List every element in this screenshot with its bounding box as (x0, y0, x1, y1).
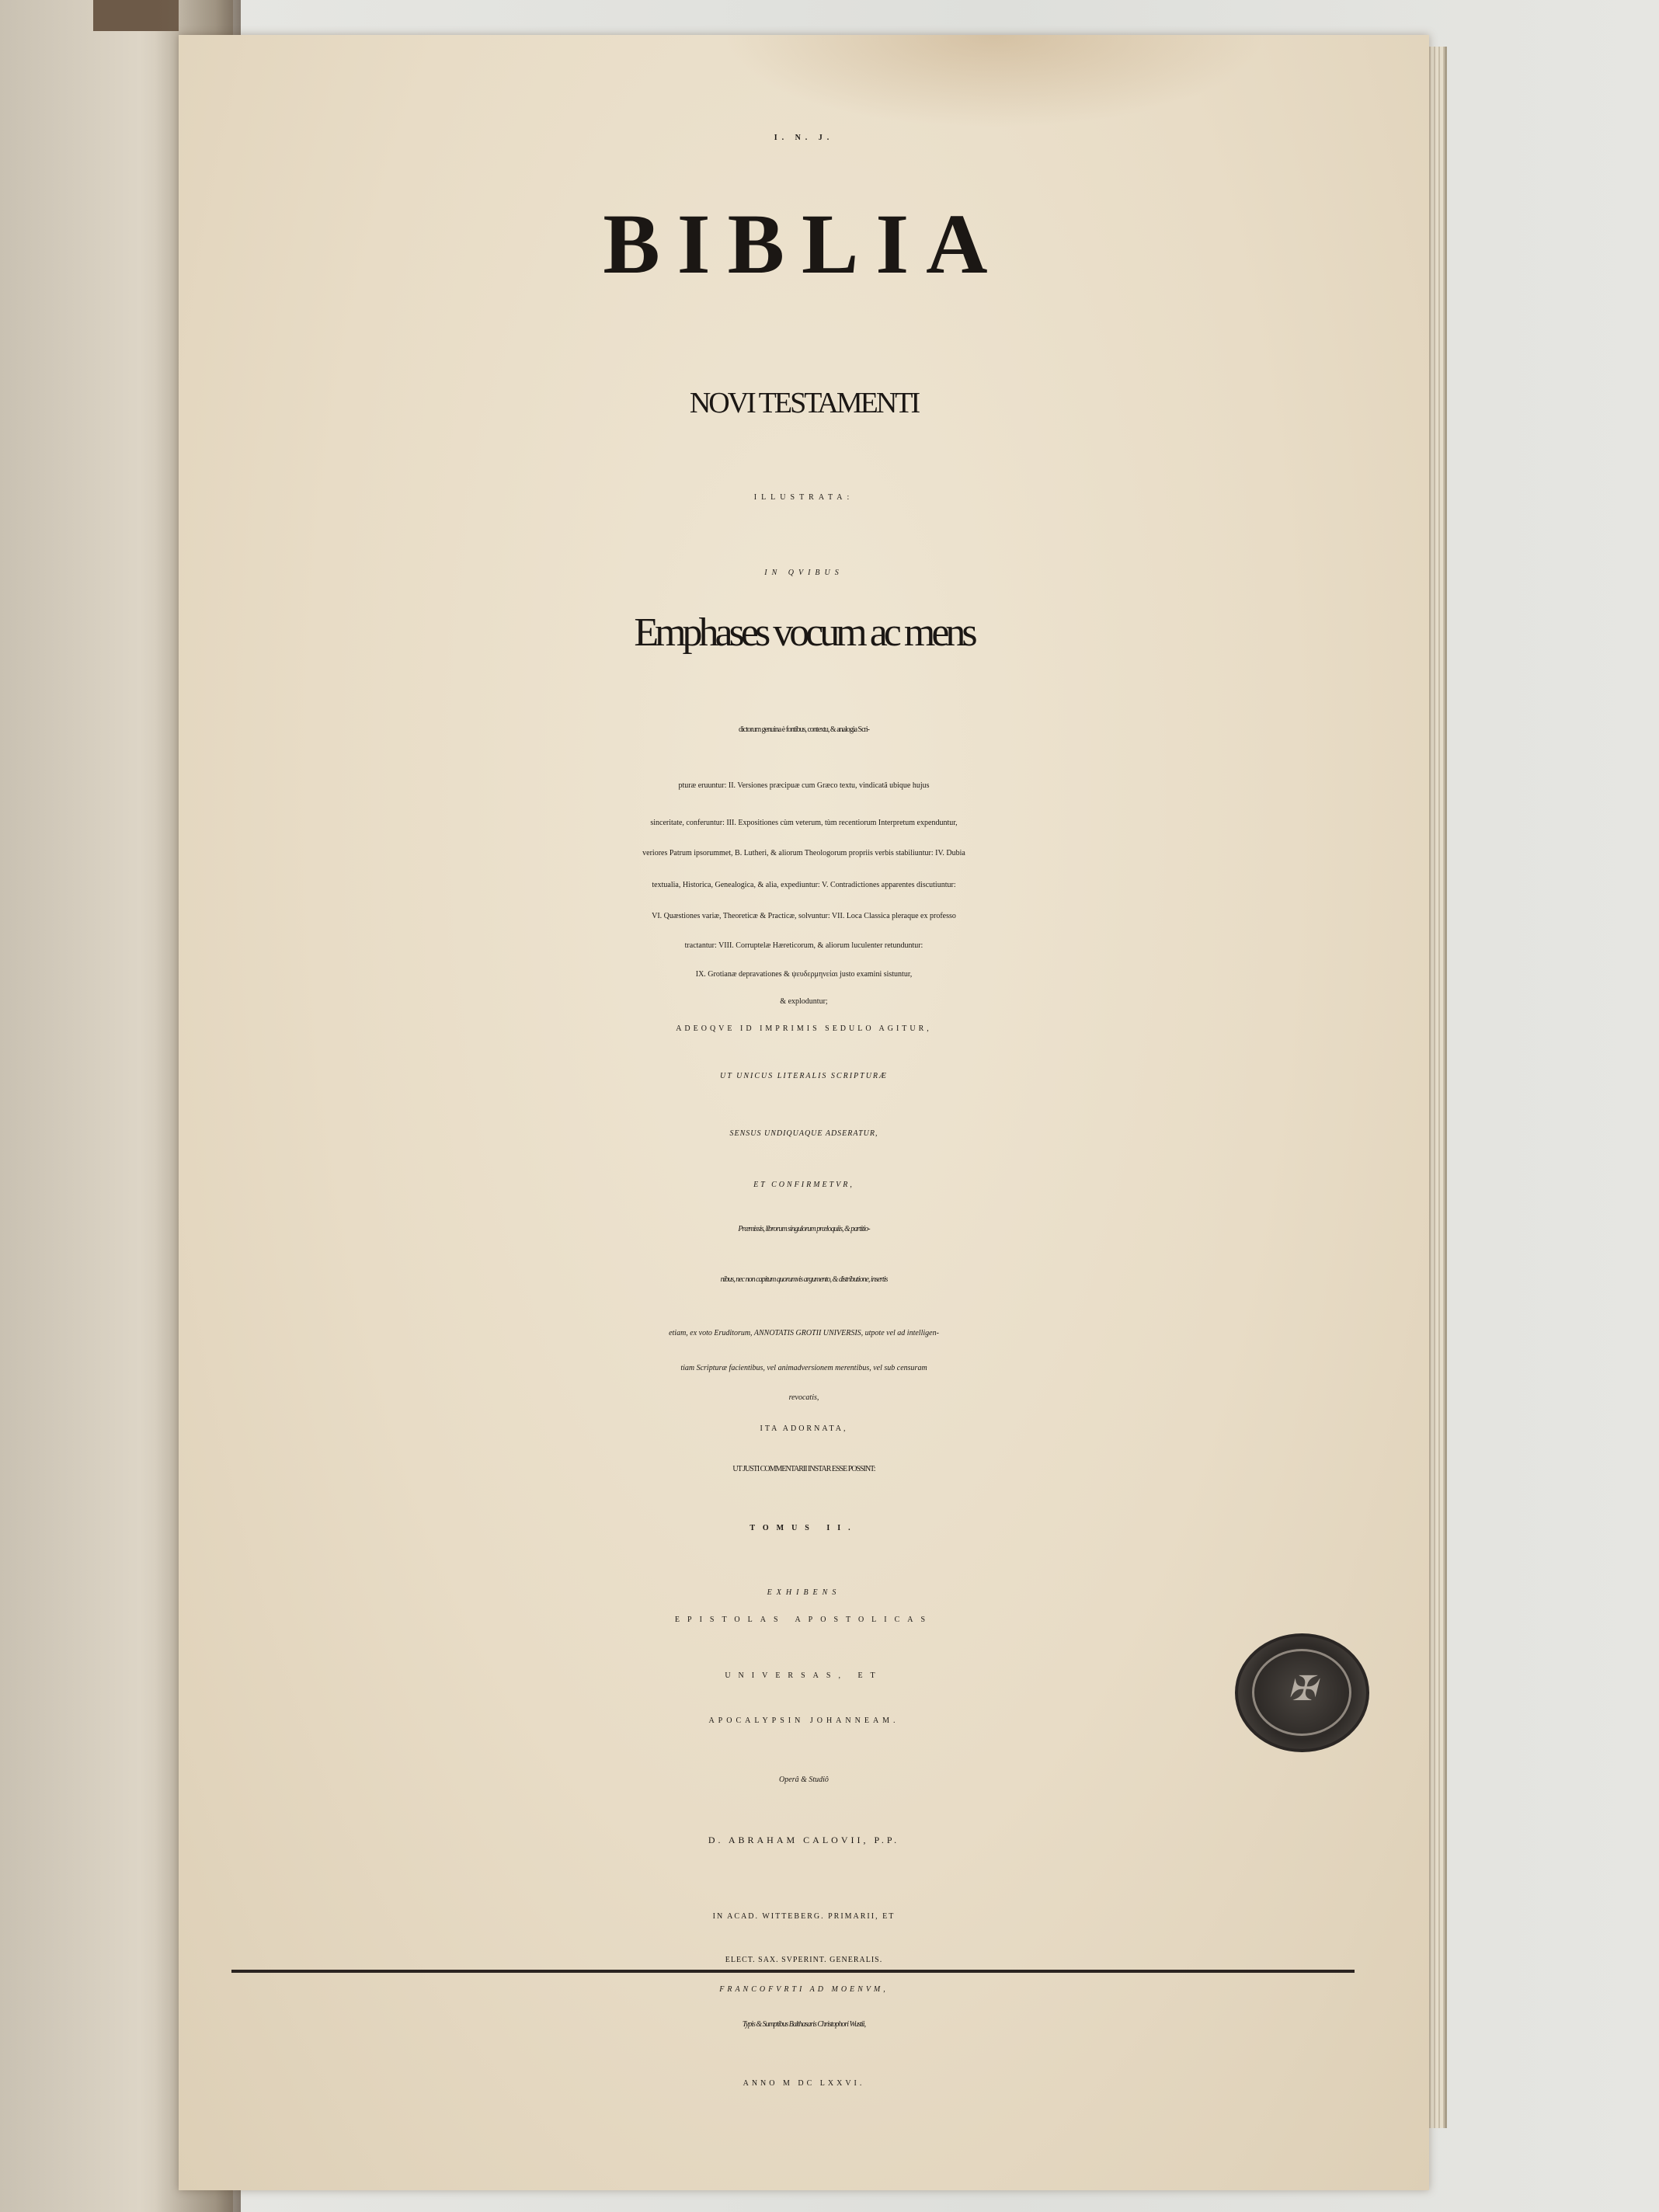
body-line-5: textualia, Historica, Genealogica, & alia, expediuntur: V. Contradictiones apparentes discutiuntur: (652, 881, 956, 889)
tomus-heading: TOMUS II. (750, 1524, 858, 1532)
praemissis-line-1: Præmissis, librorum singulorum præloquiis, & partitio- (738, 1225, 870, 1233)
biblia-heading: BIBLIA (603, 197, 1005, 291)
water-stain (722, 35, 1266, 128)
francofurti-line: FRANCOFVRTI AD MOENVM, (719, 1985, 889, 1994)
praemissis-line-5: revocatis, (788, 1393, 819, 1402)
sensus-line: SENSUS UNDIQUAQUE ADSERATUR, (729, 1129, 878, 1138)
body-line-2: pturæ eruuntur: II. Versiones præcipuæ cum Græco textu, vindicatâ ubique hujus (678, 781, 930, 790)
elect-line: ELECT. SAX. SVPERINT. GENERALIS. (725, 1956, 883, 1964)
library-stamp-icon (1235, 1633, 1369, 1752)
author-heading: D. ABRAHAM CALOVII, P.P. (708, 1835, 900, 1845)
ut-justi-line: UT JUSTI COMMENTARII INSTAR ESSE POSSINT: (732, 1465, 875, 1473)
adeoque-line: ADEOQVE ID IMPRIMIS SEDULO AGITUR, (676, 1024, 932, 1033)
body-line-1: dictorum genuina è fontibus, contextu, & analogia Scri- (739, 725, 869, 734)
et-confirmetur-line: ET CONFIRMETVR, (753, 1181, 854, 1189)
monogram: I. N. J. (774, 134, 834, 142)
apocalypsin-line: APOCALYPSIN JOHANNEAM. (708, 1716, 899, 1725)
body-line-6: VI. Quæstiones variæ, Theoreticæ & Practicæ, solvuntur: VII. Loca Classica pleraque ex professo (652, 912, 956, 920)
stamp-monogram: ✠ (1288, 1669, 1316, 1709)
body-line-9: & exploduntur; (780, 997, 828, 1006)
anno-line: ANNO M DC LXXVI. (743, 2079, 865, 2088)
body-line-4: veriores Patrum ipsorummet, B. Lutheri, & aliorum Theologorum propriis verbis stabiliuntur: IV. Dubia (642, 849, 965, 857)
praemissis-line-3: etiam, ex voto Eruditorum, ANNOTATIS GROTII UNIVERSIS, utpote vel ad intelligen- (669, 1329, 939, 1337)
typis-line: Typis & Sumptibus Balthasaris Christophori Wustii, (742, 2020, 866, 2029)
in-quibus: IN QVIBUS (764, 569, 843, 577)
opera-line: Operâ & Studiô (779, 1776, 829, 1784)
body-line-8: IX. Grotianæ depravationes & ψευδερμηνείαι justo examini sistuntur, (695, 970, 913, 979)
illustrata-heading: ILLUSTRATA: (753, 493, 854, 502)
ut-unicus-line: UT UNICUS LITERALIS SCRIPTURÆ (720, 1072, 888, 1080)
praemissis-line-4: tiam Scripturæ facientibus, vel animadversionem merentibus, vel sub censuram (680, 1364, 927, 1372)
praemissis-line-2: nibus, nec non capitum quorumvis argumento, & distributione, insertis (720, 1275, 888, 1284)
acad-line: IN ACAD. WITTEBERG. PRIMARII, ET (712, 1912, 896, 1921)
novi-testamenti-heading: NOVI TESTAMENTI (689, 387, 919, 419)
body-line-3: sinceritate, conferuntur: III. Expositiones cùm veterum, tùm recentiorum Interpretum expenduntur, (650, 819, 958, 827)
ita-adornata-line: ITA ADORNATA, (760, 1424, 848, 1433)
universas-line: UNIVERSAS, ET (725, 1671, 883, 1680)
imprint-rule (231, 1970, 1355, 1973)
emphases-heading: Emphases vocum ac mens (634, 610, 974, 655)
body-line-7: tractantur: VIII. Corruptelæ Hæreticorum, & aliorum luculenter retunduntur: (684, 941, 923, 950)
exhibens-line: EXHIBENS (767, 1588, 841, 1597)
title-page (179, 35, 1429, 2190)
epistolas-line: EPISTOLAS APOSTOLICAS (674, 1616, 934, 1624)
